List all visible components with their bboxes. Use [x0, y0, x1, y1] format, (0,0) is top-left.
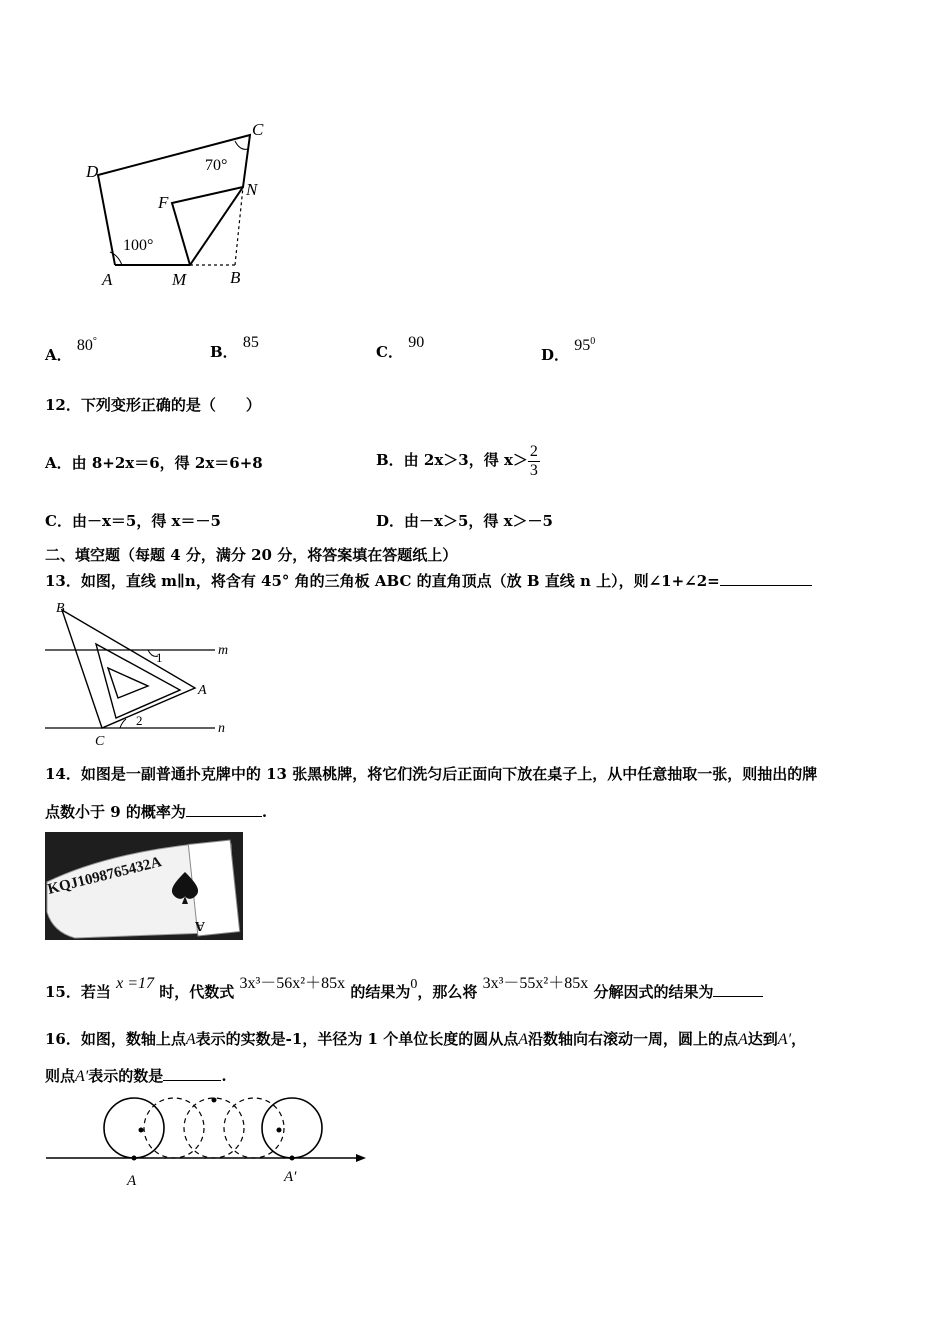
q11-option-a: A． 80°: [45, 336, 97, 364]
angle-1-label: 1: [156, 650, 163, 665]
label-C: C: [95, 734, 105, 748]
q14-line1: 14．如图是一副普通扑克牌中的 13 张黑桃牌，将它们洗匀后正面向下放在桌子上，从中任意抽取一张，则抽出的牌: [45, 765, 818, 783]
parallel-lines-triangle-figure: [40, 598, 240, 748]
angle-2-label: 2: [136, 713, 143, 728]
answer-blank[interactable]: [163, 1066, 221, 1081]
q12-option-c: C．由－x＝5，得 x＝－5: [45, 512, 221, 530]
q16-line2: 则点A′表示的数是 .: [45, 1067, 227, 1085]
expression-1: 3x³－56x²＋85x: [239, 975, 346, 992]
x-value: x =17: [116, 975, 155, 992]
playing-cards-photo: [45, 832, 243, 940]
angle-c-label: 70°: [205, 157, 228, 174]
q15-stem: 15．若当 x =17 时，代数式 3x³－56x²＋85x 的结果为0，那么将 3x³－55x²＋85x 分解因式的结果为: [45, 982, 763, 1004]
label-n: n: [218, 721, 225, 736]
q16-line1: 16．如图，数轴上点A表示的实数是-1，半径为 1 个单位长度的圆从点A沿数轴向右滚动一周，圆上的点A达到A′，: [45, 1030, 807, 1048]
label-B: B: [230, 268, 241, 287]
svg-text:A: A: [194, 918, 205, 933]
q12-option-d: D．由－x＞5，得 x＞－5: [376, 512, 553, 530]
q12-stem: 12．下列变形正确的是（ ）: [45, 396, 261, 414]
q13-stem: 13．如图，直线 m∥n，将含有 45° 角的三角板 ABC 的直角顶点（放 B 直线 n 上），则∠1+∠2=: [45, 571, 812, 591]
q14-line2: 点数小于 9 的概率为 .: [45, 803, 268, 821]
answer-blank[interactable]: [720, 571, 812, 586]
label-B: B: [56, 601, 65, 616]
angle-a-label: 100°: [123, 237, 154, 254]
label-m: m: [218, 643, 229, 658]
quadrilateral-figure: [80, 115, 280, 295]
answer-blank[interactable]: [713, 982, 763, 997]
label-F: F: [158, 193, 169, 212]
section-heading: 二、填空题（每题 4 分，满分 20 分，将答案填在答题纸上）: [45, 546, 458, 564]
label-N: N: [246, 180, 258, 199]
label-D: D: [86, 162, 99, 181]
label-A: A: [127, 1173, 137, 1189]
fraction-two-thirds: $\frac{2}{3}$: [529, 442, 538, 479]
result-zero: 0: [410, 977, 418, 992]
label-A-prime: A′: [284, 1169, 297, 1185]
answer-blank[interactable]: [186, 802, 262, 817]
label-A: A: [102, 270, 113, 289]
label-C: C: [252, 120, 264, 139]
q12-option-b: B．由 2x＞3，得 x＞ $\frac{2}{3}$: [376, 442, 538, 479]
card-ranks: KQJ1098765432A: [46, 854, 164, 898]
q12-option-a: A．由 8+2x＝6，得 2x＝6+8: [45, 454, 263, 472]
q11-option-c: C． 90: [376, 334, 425, 361]
label-A: A: [198, 683, 207, 698]
rolling-circle-number-line-figure: [44, 1095, 370, 1190]
q11-option-d: D． $95^0$: [541, 336, 596, 364]
q11-option-b: B． 85: [210, 334, 259, 361]
label-M: M: [172, 270, 187, 289]
expression-2: 3x³－55x²＋85x: [482, 975, 589, 992]
